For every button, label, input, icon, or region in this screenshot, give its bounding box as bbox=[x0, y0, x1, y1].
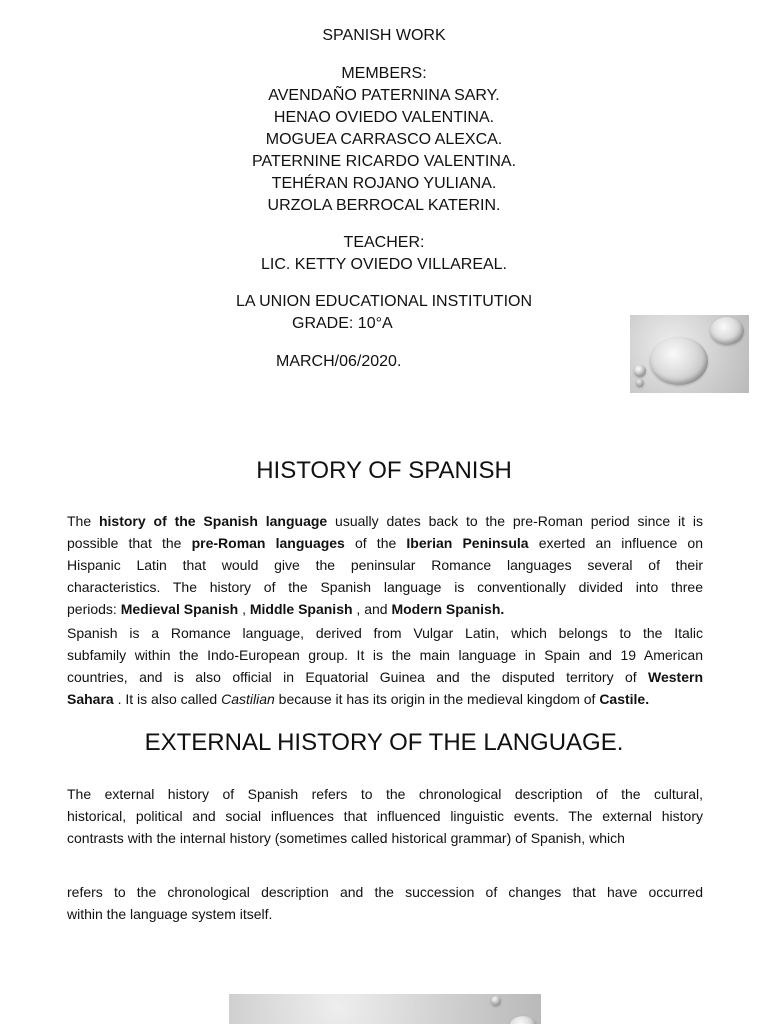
date-label: MARCH/06/2020. bbox=[276, 353, 402, 370]
bold-term: Western bbox=[648, 669, 703, 685]
paragraph-line: possible that the pre-Roman languages of the Iberian Peninsula exerted an influence on bbox=[67, 535, 703, 551]
paragraph-line: subfamily within the Indo-European group. It is the main language in Spain and 19 American bbox=[67, 647, 703, 663]
water-drop-shape bbox=[509, 1016, 537, 1024]
teacher-label: TEACHER: bbox=[343, 234, 425, 251]
grade-label: GRADE: 10°A bbox=[292, 315, 393, 332]
paragraph-line: Hispanic Latin that would give the peninsular Romance languages several of their bbox=[67, 557, 703, 573]
institution-name: LA UNION EDUCATIONAL INSTITUTION bbox=[235, 293, 533, 310]
bold-term: history of the Spanish language bbox=[98, 513, 328, 529]
section-heading-history: HISTORY OF SPANISH bbox=[256, 457, 512, 484]
water-drop-shape bbox=[710, 317, 744, 345]
member-name: URZOLA BERROCAL KATERIN. bbox=[267, 197, 501, 214]
bold-term: Modern Spanish. bbox=[391, 601, 505, 617]
paragraph-line: Spanish is a Romance language, derived from Vulgar Latin, which belongs to the Italic bbox=[67, 625, 703, 641]
paragraph-line: historical, political and social influences that influenced linguistic events. The external history bbox=[67, 808, 703, 824]
water-drop-shape bbox=[650, 337, 708, 385]
water-drops-image-bottom bbox=[229, 994, 541, 1024]
member-name: HENAO OVIEDO VALENTINA. bbox=[273, 109, 495, 126]
external-history-paragraph-1 bbox=[67, 783, 703, 849]
bold-term: pre-Roman languages bbox=[191, 535, 345, 551]
member-name: AVENDAÑO PATERNINA SARY. bbox=[268, 87, 500, 104]
member-name: MOGUEA CARRASCO ALEXCA. bbox=[265, 131, 503, 148]
water-drop-shape bbox=[491, 996, 501, 1006]
member-name: PATERNINE RICARDO VALENTINA. bbox=[251, 153, 517, 170]
history-paragraph-1 bbox=[67, 510, 703, 620]
bold-term: Castile. bbox=[599, 691, 650, 707]
paragraph-line: The history of the Spanish language usually dates back to the pre-Roman period since it is bbox=[67, 513, 704, 529]
water-drop-shape bbox=[634, 365, 646, 377]
bold-term: Sahara bbox=[67, 691, 114, 707]
paragraph-line: within the language system itself. bbox=[67, 906, 273, 922]
paragraph-line: The external history of Spanish refers to the chronological description of the cultural, bbox=[67, 786, 703, 802]
water-drop-shape bbox=[636, 379, 644, 387]
external-history-paragraph-2 bbox=[67, 881, 703, 925]
history-paragraph-2 bbox=[67, 622, 703, 710]
teacher-name: LIC. KETTY OVIEDO VILLAREAL. bbox=[260, 256, 507, 273]
paragraph-line: countries, and is also official in Equatorial Guinea and the disputed territory of Western bbox=[67, 669, 703, 685]
paragraph-line: periods: Medieval Spanish , Middle Spanish , and Modern Spanish. bbox=[67, 601, 505, 617]
bold-term: Medieval Spanish bbox=[120, 601, 239, 617]
water-drops-image bbox=[630, 315, 749, 393]
italic-term: Castilian bbox=[221, 691, 275, 707]
paragraph-line: contrasts with the internal history (sometimes called historical grammar) of Spanish, which bbox=[67, 830, 625, 846]
members-label: MEMBERS: bbox=[341, 65, 427, 82]
section-heading-external-history: EXTERNAL HISTORY OF THE LANGUAGE. bbox=[144, 729, 624, 756]
paragraph-line: characteristics. The history of the Spanish language is conventionally divided into three bbox=[67, 579, 703, 595]
member-name: TEHÉRAN ROJANO YULIANA. bbox=[271, 175, 497, 192]
paragraph-line: Sahara . It is also called Castilian because it has its origin in the medieval kingdom of Castile. bbox=[67, 691, 650, 707]
bold-term: Iberian Peninsula bbox=[406, 535, 529, 551]
document-title: SPANISH WORK bbox=[322, 27, 446, 44]
paragraph-line: refers to the chronological description and the succession of changes that have occurred bbox=[67, 884, 703, 900]
bold-term: Middle Spanish bbox=[249, 601, 353, 617]
